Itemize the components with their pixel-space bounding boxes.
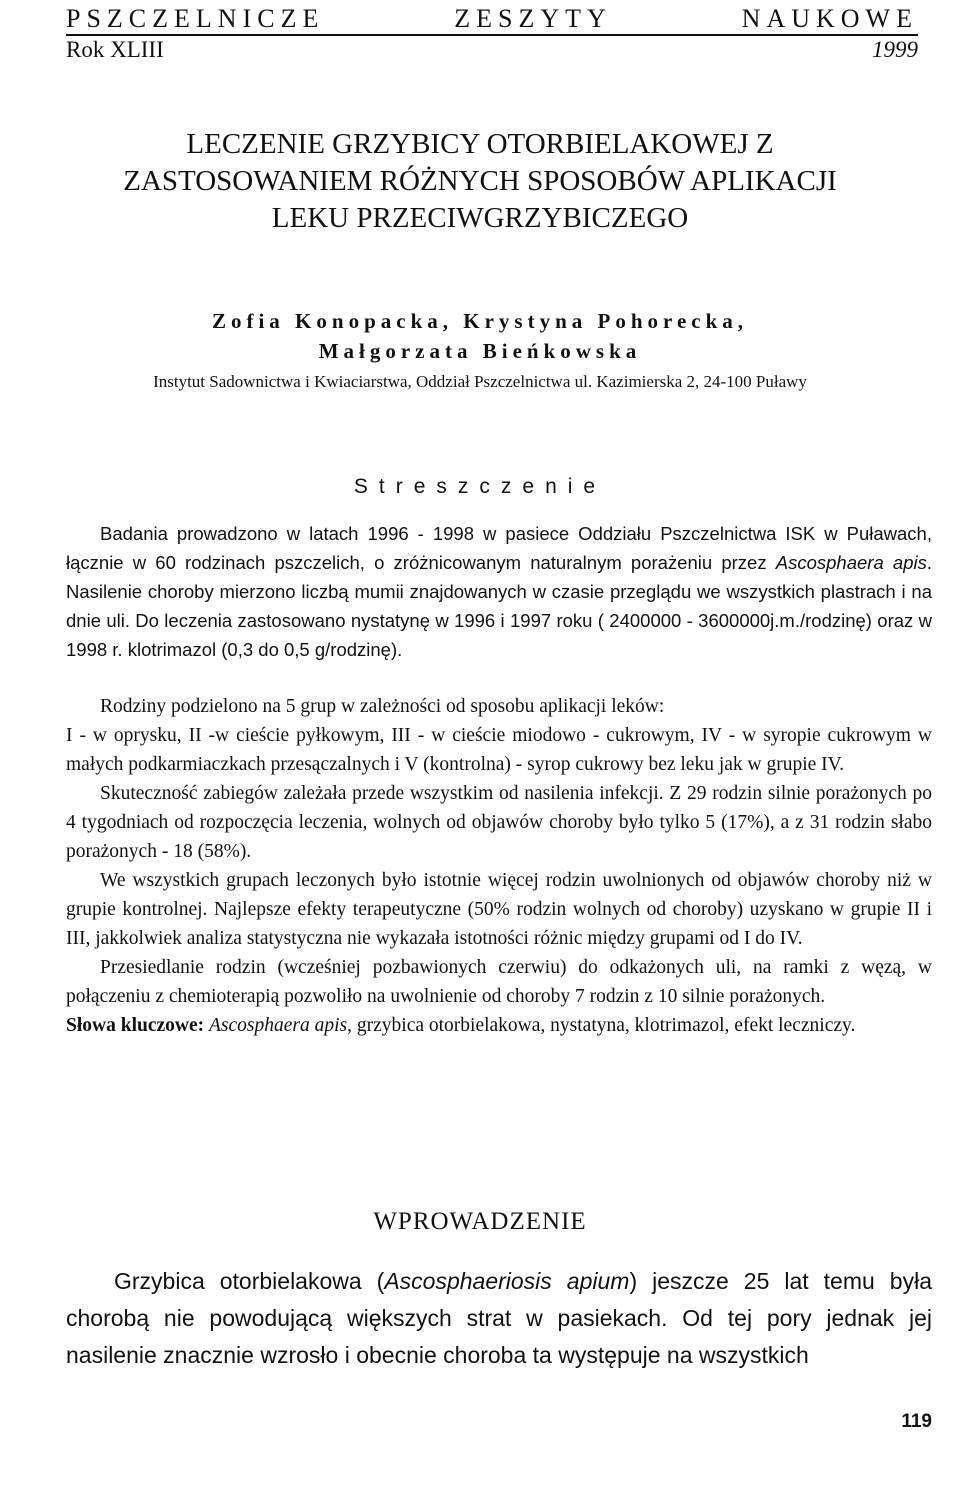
journal-name: [66, 4, 918, 36]
intro-paragraph: [66, 1263, 932, 1374]
species-name: Ascosphaera apis: [209, 1015, 348, 1036]
keywords: [66, 1011, 932, 1040]
abstract-heading: Streszczenie: [353, 475, 607, 498]
title-line: LEKU PRZECIWGRZYBICZEGO: [271, 202, 689, 234]
abstract-paragraph: We wszystkich grupach leczonych było istotnie więcej rodzin uwolnionych od objawów choroby niż w grupie kontrolnej. Najlepsze efekty terapeutyczne (50% rodzin wolnych od choroby) uzyskano w grupie II i III, jakkolwiek analiza statystyczna nie wykazała istotności różnic między grupami od I do IV.: [66, 870, 932, 949]
keywords-text: , grzybica otorbielakowa, nystatyna, klotrimazol, efekt leczniczy.: [347, 1015, 856, 1036]
page-number: 119: [901, 1411, 932, 1432]
abstract-paragraph: I - w oprysku, II -w cieście pyłkowym, III - w cieście miodowo - cukrowym, IV - w syropie cukrowym w małych podkarmiaczkach przesączalnych i V (kontrolna) - syrop cukrowy bez leku jak w grupie IV.: [66, 725, 932, 775]
journal-word: NAUKOWE: [741, 4, 918, 33]
affiliation: Instytut Sadownictwa i Kwiaciarstwa, Oddział Pszczelnictwa ul. Kazimierska 2, 24-100 Puławy: [153, 372, 807, 391]
year-label: 1999: [872, 37, 918, 62]
volume-label: Rok XLIII: [66, 37, 164, 62]
authors-line: Małgorzata Bieńkowska: [318, 339, 642, 363]
abstract-text: . Nasilenie choroby mierzono liczbą mumii znajdowanych w czasie przeglądu we wszystkich plastrach i na dnie uli. Do leczenia zastosowano nystatynę w 1996 i 1997 roku ( 2400000 - 3600000j.m./rodzinę) oraz w 1998 r. klotrimazol (0,3 do 0,5 g/rodzinę).: [66, 552, 933, 660]
abstract-body: [66, 692, 932, 1040]
species-name: Ascosphaera apis: [775, 552, 927, 573]
keywords-label: Słowa kluczowe:: [66, 1015, 205, 1036]
journal-word: PSZCZELNICZE: [66, 4, 325, 33]
issue-info: [66, 36, 918, 64]
author-list: [40, 306, 920, 366]
abstract-paragraph: Rodziny podzielono na 5 grup w zależności od sposobu aplikacji leków:: [100, 696, 665, 717]
journal-word: ZESZYTY: [454, 4, 612, 33]
authors-line: Zofia Konopacka, Krystyna Pohorecka,: [211, 309, 749, 333]
abstract-text: Badania prowadzono w latach 1996 - 1998 w pasiece Oddziału Pszczelnictwa ISK w Puławach, łącznie w 60 rodzinach pszczelich, o zróżnicowanym naturalnym porażeniu przez: [66, 523, 932, 573]
article-title: [40, 126, 920, 237]
section-heading: WPROWADZENIE: [373, 1208, 587, 1235]
intro-text: Grzybica otorbielakowa (: [114, 1268, 385, 1294]
title-line: ZASTOSOWANIEM RÓŻNYCH SPOSOBÓW APLIKACJI: [123, 165, 837, 197]
intro-text: ) jeszcze 25 lat temu była chorobą nie powodującą większych strat w pasiekach. Od tej pory jednak jej nasilenie znacznie wzrosło i obecnie choroba ta występuje na wszystkich: [66, 1268, 932, 1368]
abstract-paragraph: Skuteczność zabiegów zależała przede wszystkim od nasilenia infekcji. Z 29 rodzin silnie porażonych po 4 tygodniach od rozpoczęcia leczenia, wolnych od objawów choroby było tylko 5 (17%), a z 31 rodzin słabo porażonych - 18 (58%).: [66, 783, 932, 862]
abstract-paragraph: Przesiedlanie rodzin (wcześniej pozbawionych czerwiu) do odkażonych uli, na ramki z węzą, w połączeniu z chemioterapią pozwoliło na uwolnienie od choroby 7 rodzin z 10 silnie porażonych.: [66, 957, 932, 1007]
abstract-paragraph: [66, 519, 932, 664]
disease-name: Ascosphaeriosis apium: [384, 1268, 630, 1294]
title-line: LECZENIE GRZYBICY OTORBIELAKOWEJ Z: [186, 128, 774, 160]
